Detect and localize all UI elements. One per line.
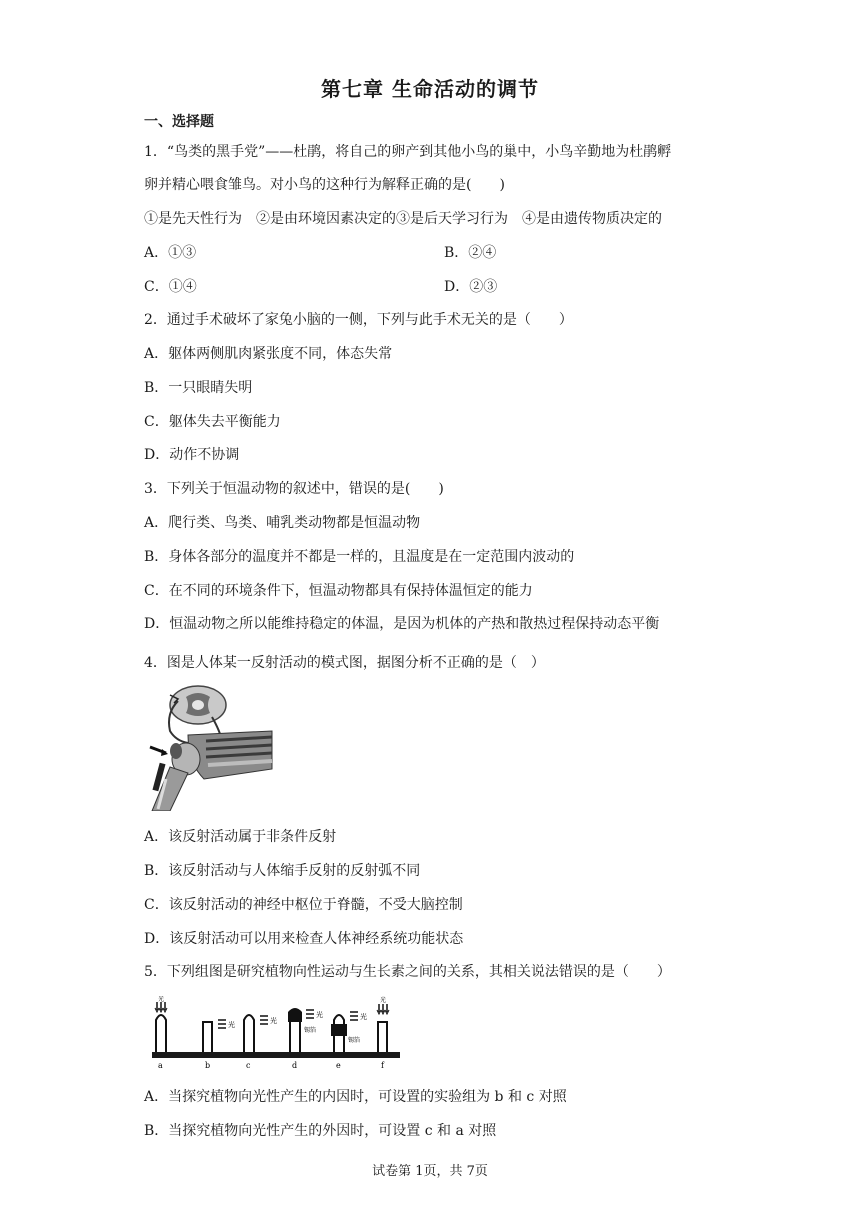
q5-option-a: A．当探究植物向光性产生的内因时，可设置的实验组为 b 和 c 对照 [144,1089,567,1105]
fig-label-b: b [205,1061,211,1070]
light-label-d: 光 [316,1011,323,1019]
fig-label-e: e [336,1061,341,1070]
q3-option-c: C．在不同的环境条件下，恒温动物都具有保持体温恒定的能力 [144,583,533,599]
q5-stem: 5．下列组图是研究植物向性运动与生长素之间的关系，其相关说法错误的是（ ） [144,964,671,980]
fig-label-d: d [292,1061,298,1070]
fig-label-c: c [246,1061,251,1070]
light-label-a: 光 [158,996,165,1003]
q1-option-b: B．②④ [444,245,497,261]
q4-option-b: B．该反射活动与人体缩手反射的反射弧不同 [144,863,421,879]
knee-reflex-figure [148,683,276,811]
q1-statements: ①是先天性行为 ②是由环境因素决定的③是后天学习行为 ④是由遗传物质决定的 [144,211,662,227]
q2-option-a: A．躯体两侧肌肉紧张度不同，体态失常 [144,346,393,362]
light-label-e: 光 [360,1013,367,1021]
light-label-b: 光 [228,1021,235,1029]
light-label-f: 光 [380,997,387,1004]
q2-option-c: C．躯体失去平衡能力 [144,414,281,430]
page-footer: 试卷第 1页，共 7页 [372,1164,488,1179]
q2-stem: 2．通过手术破坏了家兔小脑的一侧，下列与此手术无关的是（ ） [144,312,573,328]
q3-option-b: B．身体各部分的温度并不都是一样的，且温度是在一定范围内波动的 [144,549,575,565]
q3-stem: 3．下列关于恒温动物的叙述中，错误的是( ) [144,481,444,497]
q4-option-d: D．该反射活动可以用来检查人体神经系统功能状态 [144,931,464,947]
fig-label-f: f [381,1061,384,1070]
q1-stem-line1: 1．“鸟类的黑手党”——杜鹃，将自己的卵产到其他小鸟的巢中，小鸟辛勤地为杜鹃孵 [144,144,672,160]
q4-stem: 4．图是人体某一反射活动的模式图，据图分析不正确的是（ ） [144,655,545,671]
q5-option-b: B．当探究植物向光性产生的外因时，可设置 c 和 a 对照 [144,1123,497,1139]
q1-stem-line2: 卵并精心喂食雏鸟。对小鸟的这种行为解释正确的是( ) [144,177,505,193]
q1-option-d: D．②③ [444,279,498,295]
phototropism-figure [148,996,404,1070]
q3-option-a: A．爬行类、鸟类、哺乳类动物都是恒温动物 [144,515,421,531]
light-label-c: 光 [270,1017,277,1025]
section-heading: 一、选择题 [144,114,214,130]
q1-option-a: A．①③ [144,245,197,261]
page-title: 第七章 生命活动的调节 [321,77,539,101]
q1-option-c: C．①④ [144,279,197,295]
q4-option-a: A．该反射活动属于非条件反射 [144,829,337,845]
q2-option-d: D．动作不协调 [144,447,240,463]
foil-label-d: 锡箔 [304,1027,317,1034]
foil-label-e: 锡箔 [348,1037,361,1044]
q3-option-d: D．恒温动物之所以能维持稳定的体温，是因为机体的产热和散热过程保持动态平衡 [144,616,660,632]
fig-label-a: a [158,1061,163,1070]
q2-option-b: B．一只眼睛失明 [144,380,253,396]
q4-option-c: C．该反射活动的神经中枢位于脊髓，不受大脑控制 [144,897,463,913]
